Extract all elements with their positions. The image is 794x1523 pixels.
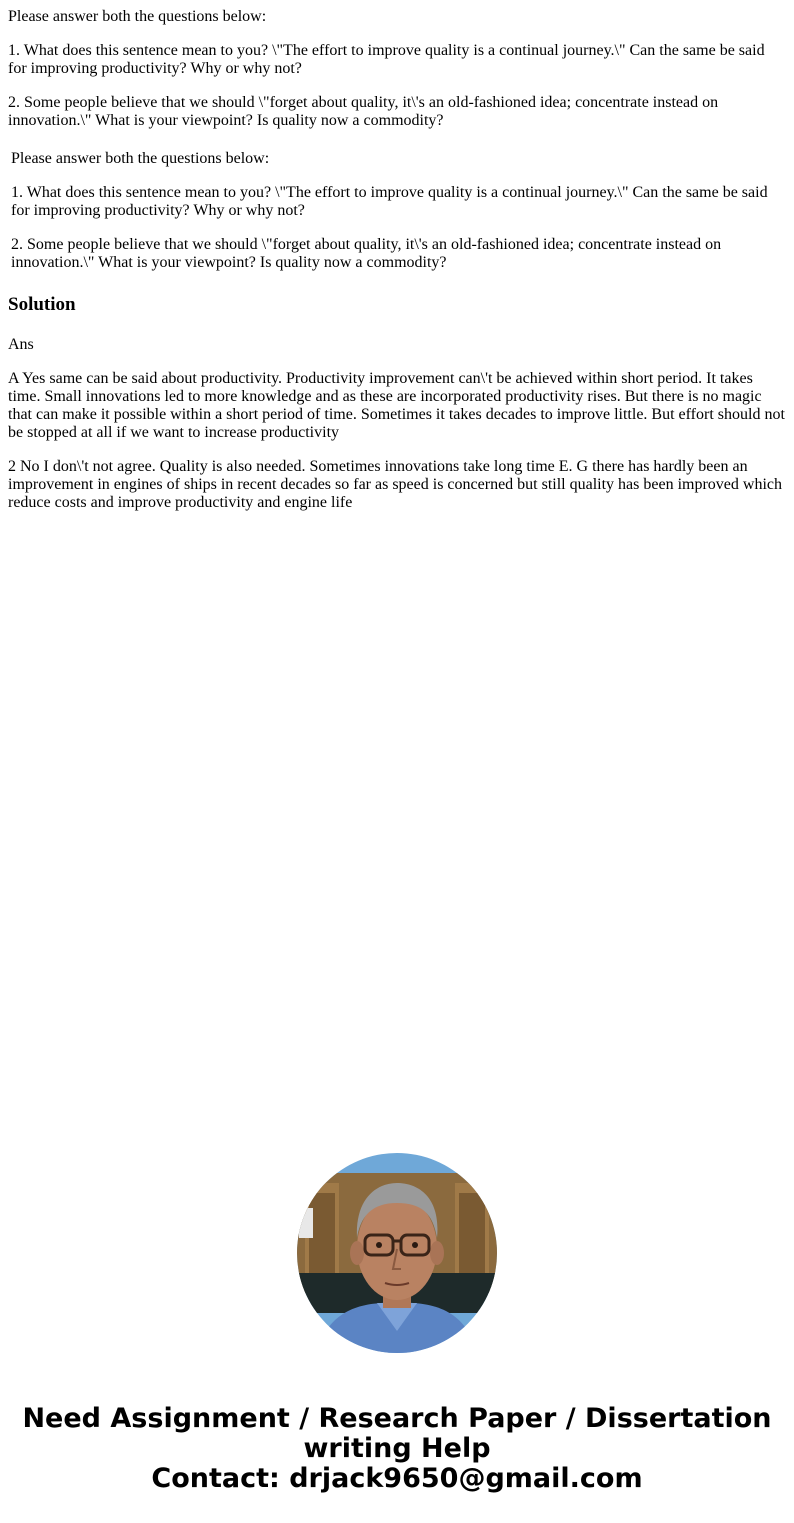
question-2: 2. Some people believe that we should \"forget about quality, it\'s an old-fashioned idea; concentrate instead on innovation.\" What is your viewpoint? Is quality now a commodity? bbox=[8, 94, 719, 129]
promo-banner bbox=[0, 1404, 794, 1494]
question-block bbox=[8, 8, 786, 130]
author-avatar bbox=[297, 1153, 497, 1353]
question-repeat-intro: Please answer both the questions below: bbox=[11, 150, 270, 167]
promo-contact: Contact: drjack9650@gmail.com bbox=[151, 1463, 643, 1494]
promo-line-1: Need Assignment / Research Paper / Dissertation bbox=[22, 1403, 772, 1434]
solution-heading: Solution bbox=[8, 294, 76, 315]
answer-2: 2 No I don\'t not agree. Quality is also needed. Sometimes innovations take long time E. G there has hardly been an improvement in engines of ships in recent decades so far as speed is concerned but still quality has been improved which reduce costs and improve productivity and engine life bbox=[8, 458, 783, 511]
question-repeat-1: 1. What does this sentence mean to you? \"The effort to improve quality is a continual journey.\" Can the same be said for improving productivity? Why or why not? bbox=[11, 184, 768, 219]
question-intro: Please answer both the questions below: bbox=[8, 8, 267, 25]
document-body bbox=[8, 8, 786, 528]
answer-label: Ans bbox=[8, 336, 34, 353]
author-photo-illustration bbox=[297, 1153, 497, 1353]
answer-a: A Yes same can be said about productivity. Productivity improvement can\'t be achieved within short period. It takes time. Small innovations led to more knowledge and as these are incorporated productivity rises. But there is no magic that can make it possible within a short period of time. Sometimes it takes decades to improve little. But effort should not be stopped at all if we want to increase productivity bbox=[8, 370, 785, 441]
question-1: 1. What does this sentence mean to you? \"The effort to improve quality is a continual journey.\" Can the same be said for improving productivity? Why or why not? bbox=[8, 42, 765, 77]
question-repeat-block bbox=[8, 150, 786, 272]
promo-line-2: writing Help bbox=[303, 1433, 491, 1464]
question-repeat-2: 2. Some people believe that we should \"forget about quality, it\'s an old-fashioned idea; concentrate instead on innovation.\" What is your viewpoint? Is quality now a commodity? bbox=[11, 236, 722, 271]
